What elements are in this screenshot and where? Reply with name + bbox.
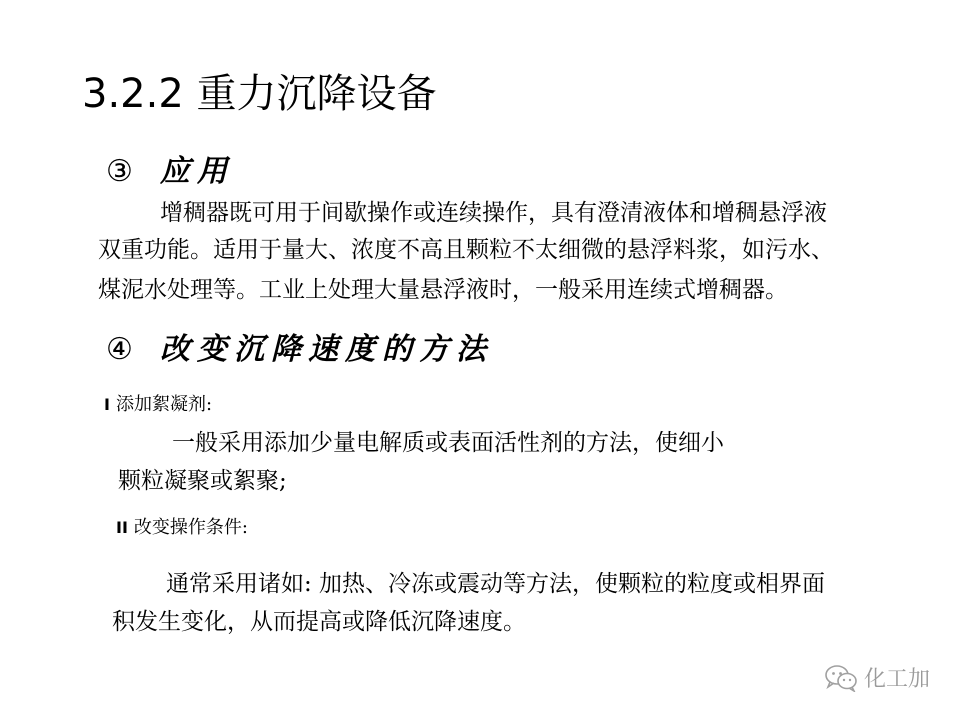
section-3-paragraph-line: 双重功能。适用于量大、浓度不高且颗粒不太细微的悬浮料浆，如污水、 — [98, 237, 834, 263]
section-4-number: ④ — [106, 332, 133, 367]
section-4-title: 改变沉降速度的方法 — [160, 332, 493, 367]
section-3-paragraph-line: 煤泥水处理等。工业上处理大量悬浮液时，一般采用连续式增稠器。 — [98, 277, 788, 303]
item-1-roman: I — [104, 395, 110, 414]
slide-title: 3.2.2 重力沉降设备 — [82, 71, 437, 117]
section-3-paragraph-line: 增稠器既可用于间歇操作或连续操作，具有澄清液体和增稠悬浮液 — [160, 200, 827, 226]
watermark-text: 化工加 — [863, 667, 930, 692]
item-2-label — [116, 515, 248, 541]
item-2-line: 通常采用诸如: 加热、冷冻或震动等方法，使颗粒的粒度或相界面 — [166, 571, 826, 597]
item-1-line: 一般采用添加少量电解质或表面活性剂的方法，使细小 — [172, 430, 724, 456]
item-1-line: 颗粒凝聚或絮聚; — [118, 468, 287, 494]
item-1-label — [104, 392, 212, 418]
section-4-heading — [106, 330, 493, 370]
item-2-line: 积发生变化，从而提高或降低沉降速度。 — [112, 609, 526, 635]
item-1-label-text: 添加絮凝剂: — [115, 394, 213, 415]
item-2-roman: II — [116, 518, 128, 537]
section-3-number: ③ — [106, 154, 133, 189]
watermark — [824, 662, 930, 693]
section-3-title: 应用 — [160, 154, 234, 189]
wechat-icon — [824, 664, 858, 692]
section-3-heading — [106, 152, 234, 192]
item-2-label-text: 改变操作条件: — [133, 517, 248, 538]
